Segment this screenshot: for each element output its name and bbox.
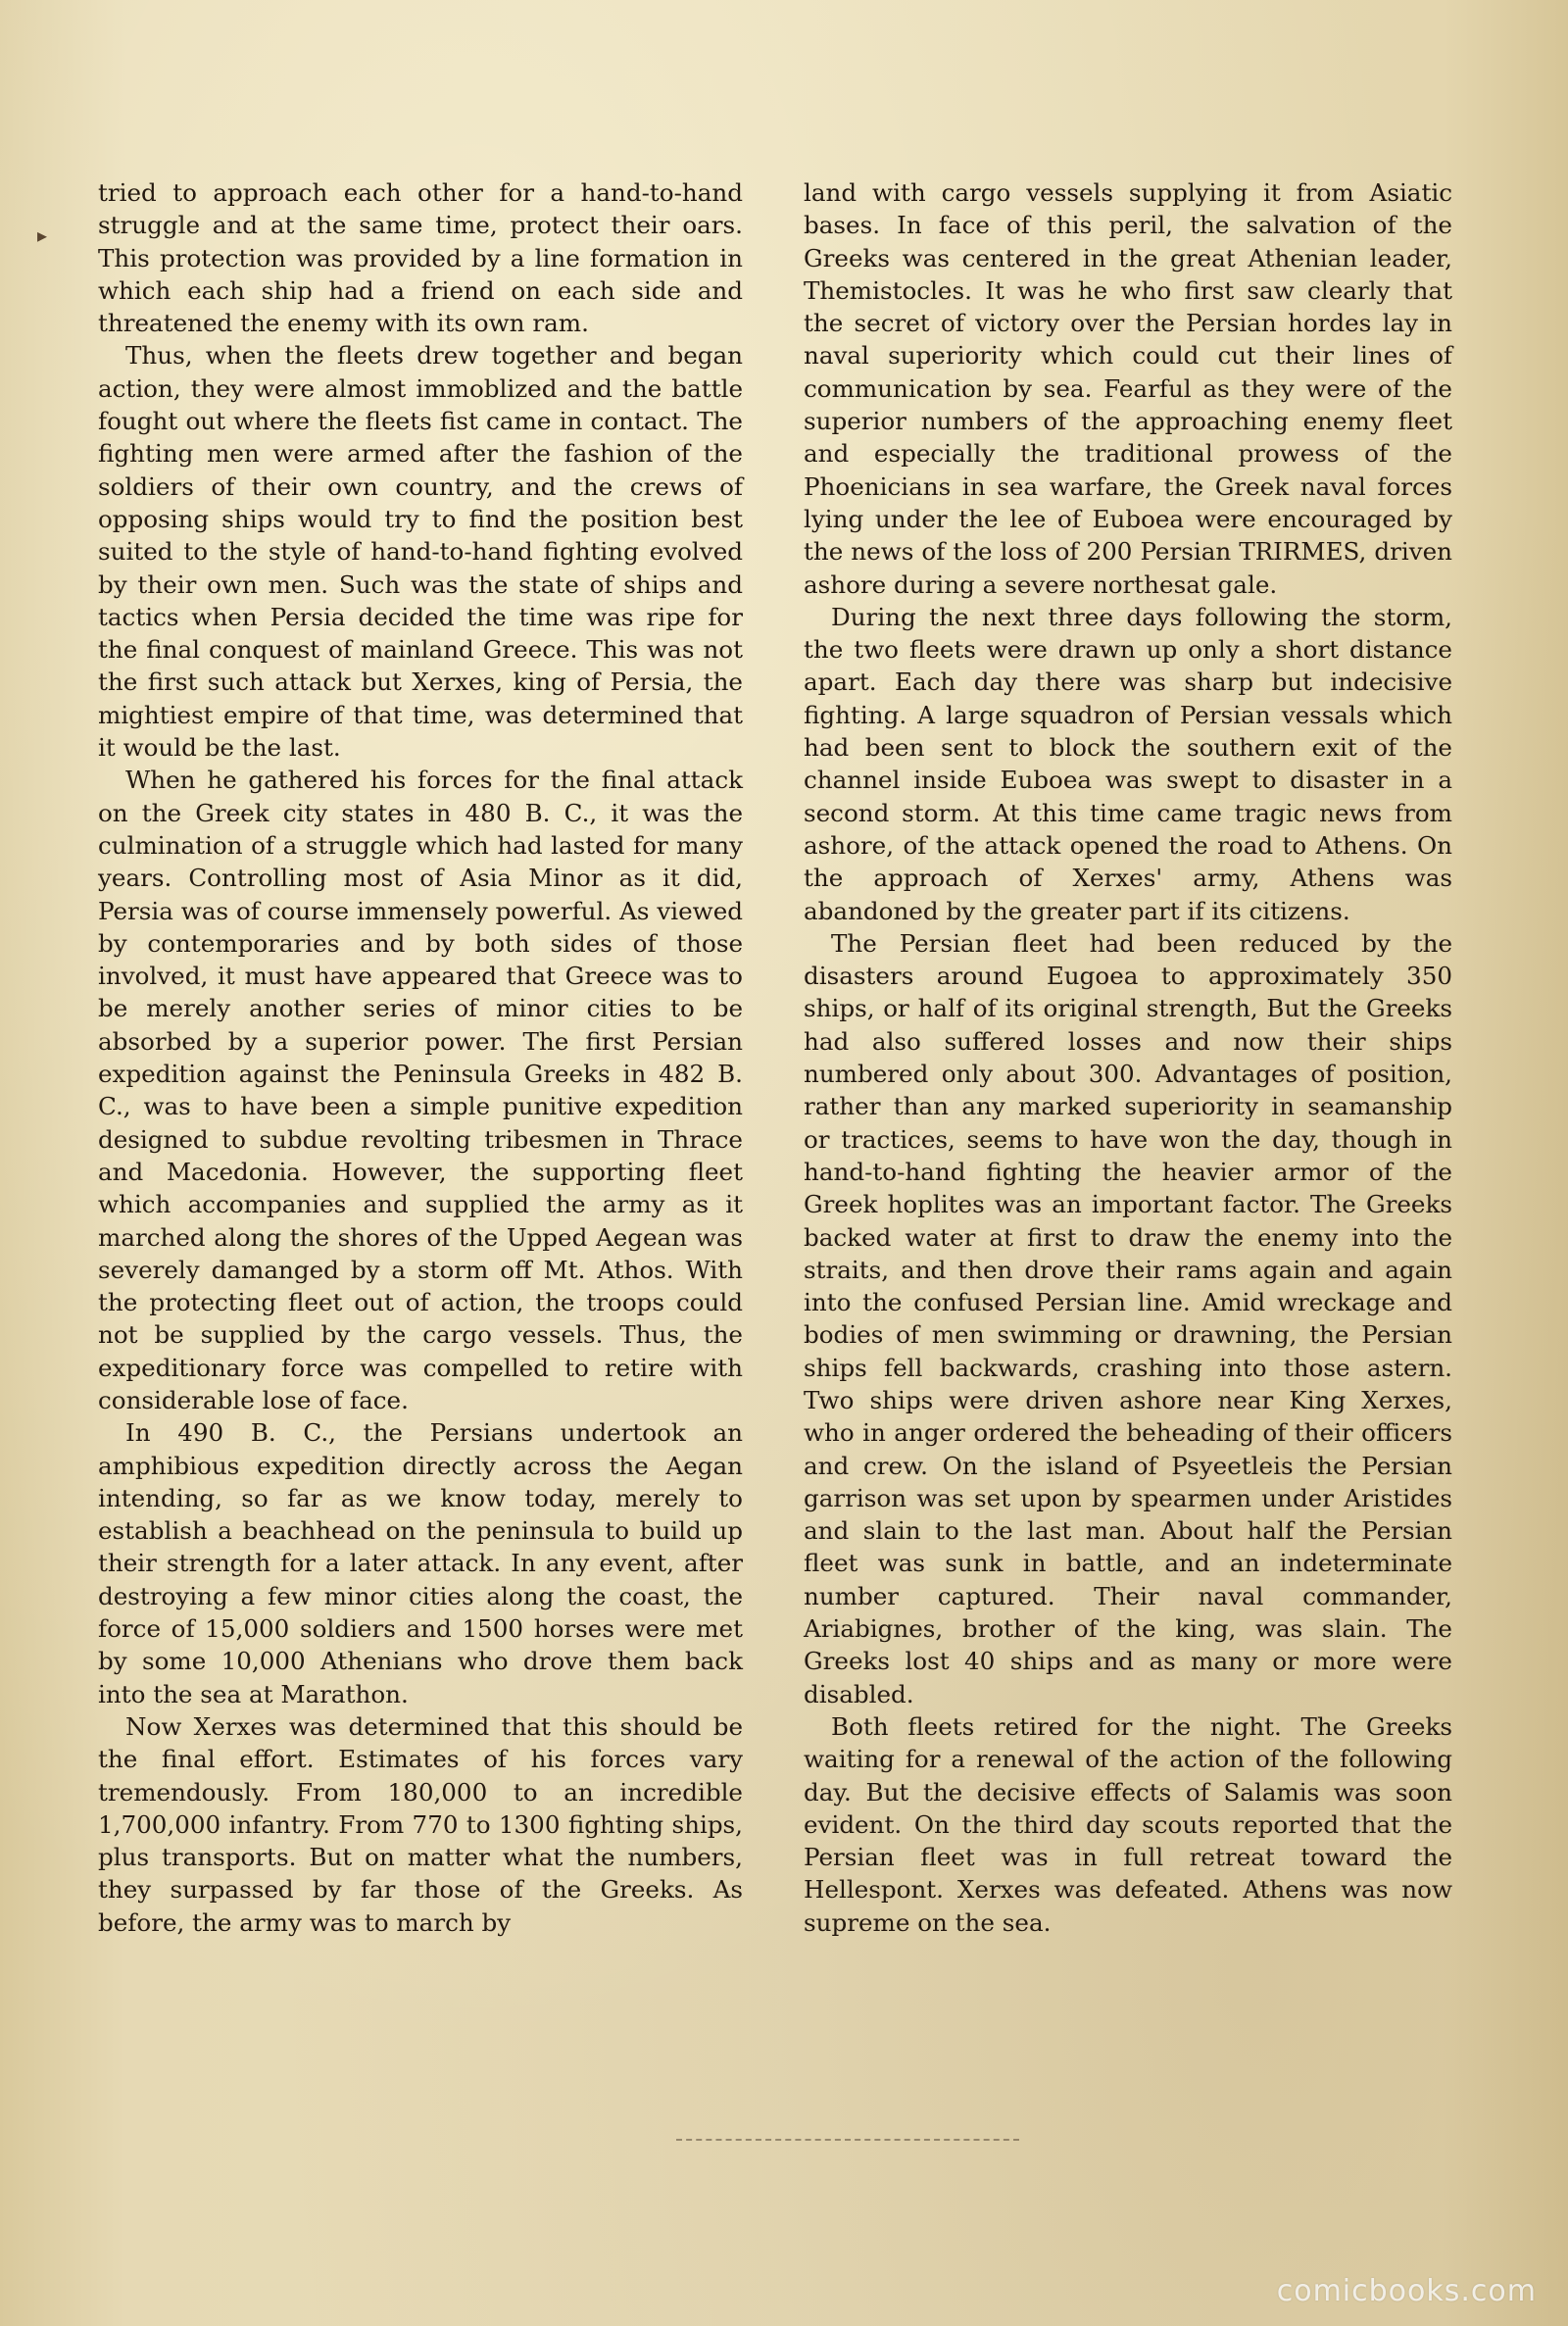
article-column-right xyxy=(804,176,1452,1939)
paragraph-left-1: tried to approach each other for a hand-to-hand struggle and at the same time, protect their oars. This protection was provided by a line formation in which each ship had a friend on each side and threatened the enemy with its own ram. xyxy=(98,178,743,338)
paragraph-left-4: In 490 B. C., the Persians undertook an amphibious expedition directly across the Aegan intending, so far as we know today, merely to establish a beachhead on the peninsula to build up their strength for a later attack. In any event, after destroying a few minor cities along the coast, the force of 15,000 soldiers and 1500 horses were met by some 10,000 Athenians who drove them back into the sea at Marathon. xyxy=(98,1418,743,1708)
paragraph-left-2: Thus, when the fleets drew together and began action, they were almost immoblized and the battle fought out where the fleets fist came in contact. The fighting men were armed after the fashion of the soldiers of their own country, and the crews of opposing ships would try to find the position best suited to the style of hand-to-hand fighting evolved by their own men. Such was the state of ships and tactics when Persia decided the time was ripe for the final conquest of mainland Greece. This was not the first such attack but Xerxes, king of Persia, the mightiest empire of that time, was determined that it would be the last. xyxy=(98,341,743,763)
site-watermark: comicbooks.com xyxy=(1276,2274,1537,2308)
paragraph-right-2: During the next three days following the storm, the two fleets were drawn up only a short distance apart. Each day there was sharp but indecisive fighting. A large squadron of Persian vessals which had been sent to block the southern exit of the channel inside Euboea was swept to disaster in a second storm. At this time came tragic news from ashore, of the attack opened the road to Athens. On the approach of Xerxes' army, Athens was abandoned by the greater part if its citizens. xyxy=(804,602,1452,925)
paragraph-right-1: land with cargo vessels supplying it from Asiatic bases. In face of this peril, the salvation of the Greeks was centered in the great Athenian leader, Themistocles. It was he who first saw clearly that the secret of victory over the Persian hordes lay in naval superiority which could cut their lines of communication by sea. Fearful as they were of the superior numbers of the approaching enemy fleet and especially the traditional prowess of the Phoenicians in sea warfare, the Greek naval forces lying under the lee of Euboea were encouraged by the news of the loss of 200 Persian TRIRMES, driven ashore during a severe northesat gale. xyxy=(804,178,1452,599)
paragraph-right-3: The Persian fleet had been reduced by the disasters around Eugoea to approximately 350 ships, or half of its original strength, But the Greeks had also suffered losses and now their ships numbered only about 300. Advantages of position, rather than any marked superiority in seamanship or tractices, seems to have won the day, though in hand-to-hand fighting the heavier armor of the Greek hoplites was an important factor. The Greeks backed water at first to draw the enemy into the straits, and then drove their rams again and again into the confused Persian line. Amid wreckage and bodies of men swimming or drawning, the Persian ships fell backwards, crashing into those astern. Two ships were driven ashore near King Xerxes, who in anger ordered the beheading of their officers and crew. On the island of Psyeetleis the Persian garrison was set upon by spearmen under Aristides and slain to the last man. About half the Persian fleet was sunk in battle, and an indeterminate number captured. Their naval commander, Ariabignes, brother of the king, was slain. The Greeks lost 40 ships and as many or more were disabled. xyxy=(804,928,1452,1708)
article-column-left xyxy=(98,176,743,1939)
paragraph-left-3: When he gathered his forces for the final attack on the Greek city states in 480 B. C., it was the culmination of a struggle which had lasted for many years. Controlling most of Asia Minor as it did, Persia was of course immensely powerful. As viewed by contemporaries and by both sides of those involved, it must have appeared that Greece was to be merely another series of minor cities to be absorbed by a superior power. The first Persian expedition against the Peninsula Greeks in 482 B. C., was to have been a simple punitive expedition designed to subdue revolting tribesmen in Thrace and Macedonia. However, the supporting fleet which accompanies and supplied the army as it marched along the shores of the Upped Aegean was severely damanged by a storm off Mt. Athos. With the protecting fleet out of action, the troops could not be supplied by the cargo vessels. Thus, the expeditionary force was compelled to retire with considerable lose of face. xyxy=(98,766,743,1414)
end-of-article-rule xyxy=(676,2139,1019,2141)
paragraph-left-5: Now Xerxes was determined that this should be the final effort. Estimates of his forces vary tremendously. From 180,000 to an incredible 1,700,000 infantry. From 770 to 1300 fighting ships, plus transports. But on matter what the numbers, they surpassed by far those of the Greeks. As before, the army was to march by xyxy=(98,1711,743,1937)
paper-speck-mark: ▸ xyxy=(37,223,48,247)
paragraph-right-4: Both fleets retired for the night. The Greeks waiting for a renewal of the action of the following day. But the decisive effects of Salamis was soon evident. On the third day scouts reported that the Persian fleet was in full retreat toward the Hellespont. Xerxes was defeated. Athens was now supreme on the sea. xyxy=(804,1711,1452,1937)
